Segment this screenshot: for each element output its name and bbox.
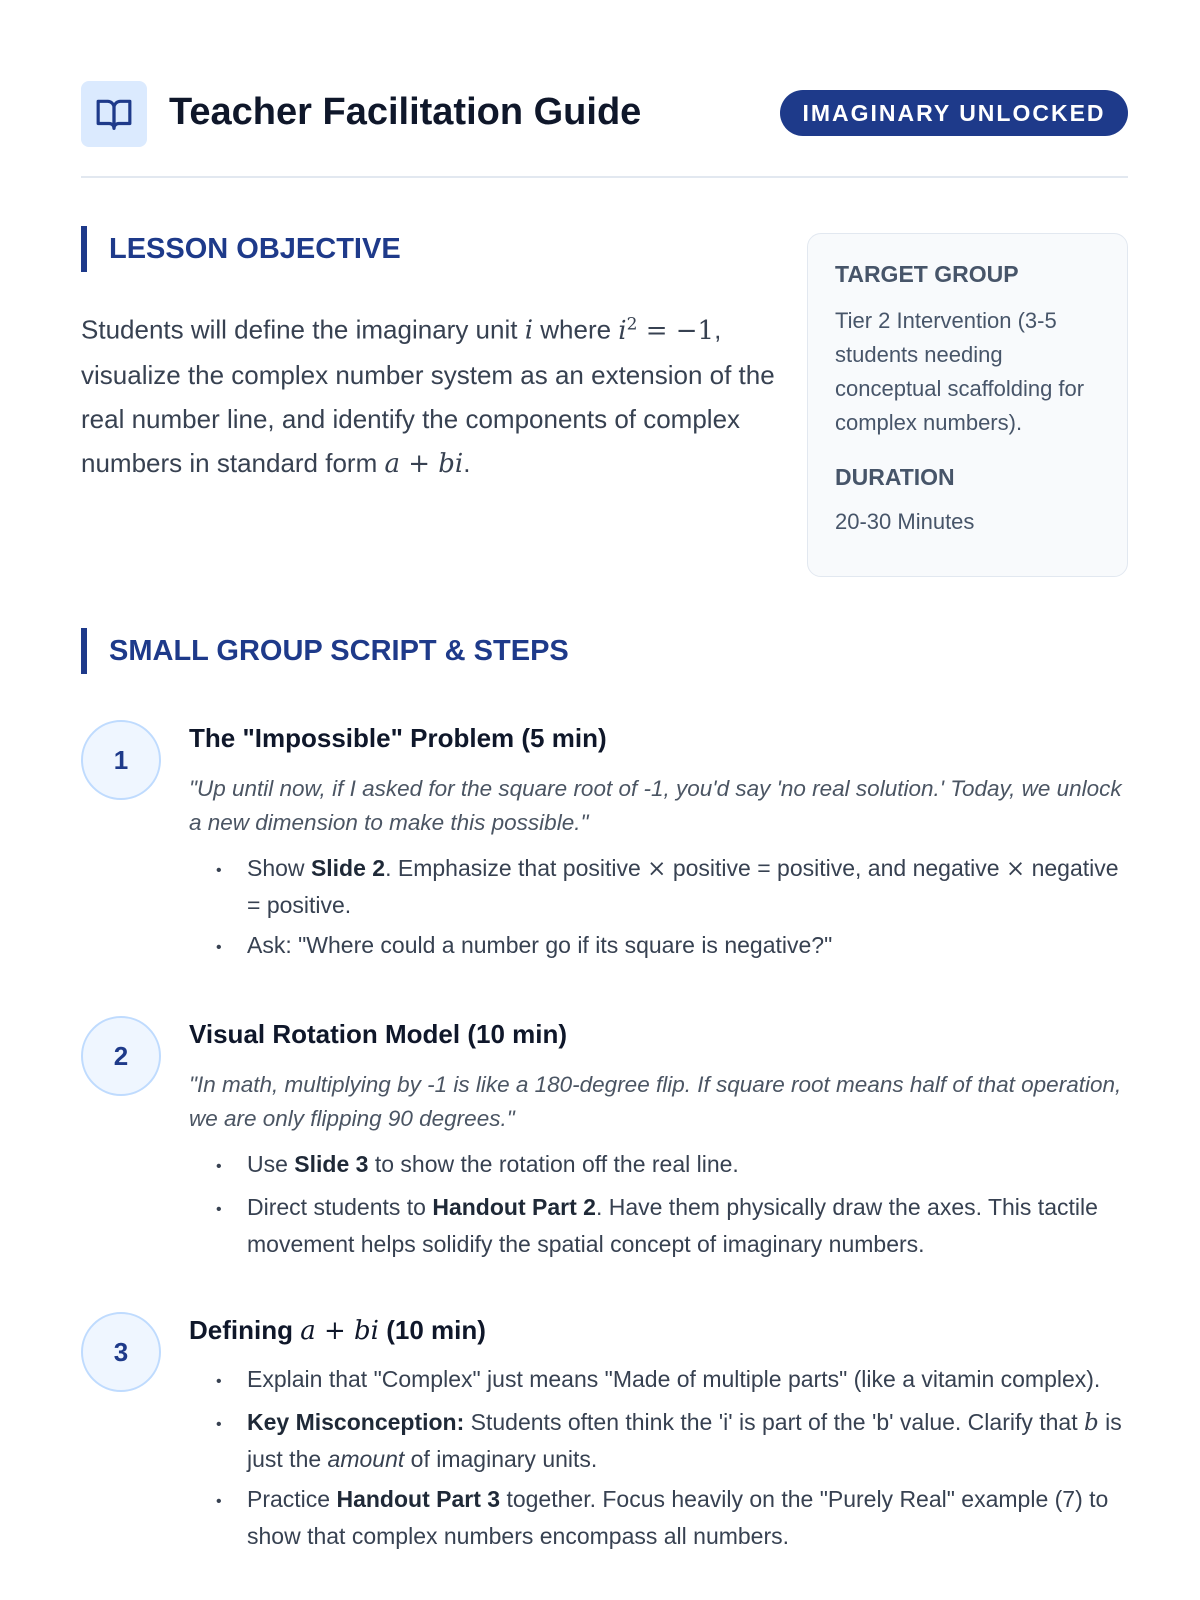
math-i: i: [524, 315, 534, 346]
title-text: (10 min): [379, 1315, 486, 1345]
bullet-text: is just the: [247, 1409, 1122, 1472]
list-item: [216, 1147, 1128, 1184]
unit-badge: IMAGINARY UNLOCKED: [780, 90, 1128, 136]
duration-label: DURATION: [835, 464, 955, 490]
step-number: 1: [81, 720, 161, 800]
times-symbol: ×: [647, 856, 667, 882]
step-number: 2: [81, 1016, 161, 1096]
step-bullet-list: [189, 1147, 1128, 1261]
bullet-emphasis: Slide 2: [310, 855, 386, 881]
logo-badge: [81, 81, 147, 147]
lesson-info-card: [807, 233, 1128, 577]
list-item: [216, 1405, 1128, 1476]
step-title: Visual Rotation Model (10 min): [189, 1019, 568, 1049]
math-i-squared: [618, 316, 714, 346]
bullet-icon: •: [216, 1493, 222, 1510]
math-standard-form: a + bi: [384, 448, 464, 479]
bullet-text: Explain that "Complex" just means "Made of multiple parts" (like a vitamin complex).: [247, 1366, 1101, 1392]
objective-text-part: where: [533, 314, 619, 345]
list-item: [216, 1190, 1128, 1261]
list-item: [216, 851, 1128, 922]
step-body: [189, 1016, 1128, 1267]
bullet-icon: •: [216, 1201, 222, 1218]
bullet-text: negative = positive.: [247, 855, 1119, 918]
list-item: [216, 1362, 1128, 1399]
lesson-objective-text: [81, 302, 781, 486]
bullet-icon: •: [216, 1416, 222, 1433]
math-base: i: [618, 315, 627, 346]
bullet-text: Show: [247, 855, 311, 881]
duration-text: 20-30 Minutes: [835, 509, 975, 534]
bullet-emphasis: Slide 3: [294, 1151, 369, 1177]
bullet-emphasis: Key Misconception:: [247, 1409, 465, 1435]
bullet-text: together. Focus heavily on the "Purely Real" example (7) to show that complex numbers encompass all numbers.: [247, 1486, 1109, 1549]
bullet-text: . Emphasize that positive: [385, 855, 648, 881]
times-symbol: ×: [1005, 856, 1026, 882]
step-bullet-list: [189, 1362, 1128, 1553]
objective-text-part: , visualize the complex number system as an extension of the real number line, and identify the components of complex numbers in standard form: [81, 314, 775, 478]
bullet-icon: •: [216, 1158, 222, 1175]
step-body: [189, 720, 1128, 971]
math-exponent: 2: [626, 314, 638, 334]
bullet-text: positive = positive, and negative: [666, 855, 1006, 881]
target-group-text: Tier 2 Intervention (3-5 students needing conceptual scaffolding for complex numbers).: [835, 308, 1085, 435]
objective-text-part: .: [463, 447, 471, 478]
bullet-italic: amount: [327, 1446, 405, 1472]
bullet-text: of imaginary units.: [404, 1446, 598, 1472]
lesson-objective-heading: LESSON OBJECTIVE: [81, 226, 401, 272]
bullet-icon: •: [216, 1373, 222, 1390]
bullet-icon: •: [216, 939, 222, 956]
step-bullet-list: [189, 851, 1128, 965]
bullet-text: Students often think the 'i' is part of the 'b' value. Clarify that: [464, 1409, 1084, 1435]
math-b: b: [1084, 1410, 1099, 1436]
bullet-text: Practice: [247, 1486, 337, 1512]
bullet-text: Ask: "Where could a number go if its square is negative?": [247, 932, 833, 958]
target-group-label: TARGET GROUP: [835, 261, 1019, 287]
list-item: [216, 928, 1128, 965]
bullet-icon: •: [216, 862, 222, 879]
bullet-text: to show the rotation off the real line.: [368, 1151, 739, 1177]
script-heading: SMALL GROUP SCRIPT & STEPS: [81, 628, 569, 674]
bullet-emphasis: Handout Part 3: [336, 1486, 501, 1512]
math-rest: = −1: [637, 315, 715, 346]
math-standard-form: a + bi: [300, 1316, 379, 1346]
bullet-text: Direct students to: [247, 1194, 433, 1220]
page-title: Teacher Facilitation Guide: [169, 91, 642, 133]
bullet-emphasis: Handout Part 2: [432, 1194, 596, 1220]
step-script-quote: "In math, multiplying by -1 is like a 180-degree flip. If square root means half of that operation, we are only flipping 90 degrees.": [189, 1072, 1122, 1131]
bullet-text: . Have them physically draw the axes. This tactile movement helps solidify the spatial concept of imaginary numbers.: [247, 1194, 1098, 1257]
list-item: [216, 1482, 1128, 1553]
title-text: Defining: [189, 1315, 301, 1345]
step-body: [189, 1312, 1128, 1559]
step-number: 3: [81, 1312, 161, 1392]
book-open-icon: [95, 95, 133, 133]
objective-text-part: Students will define the imaginary unit: [81, 314, 525, 345]
step-title: The "Impossible" Problem (5 min): [189, 723, 607, 753]
step-title: [189, 1311, 1128, 1349]
page-header: [81, 81, 1128, 178]
bullet-text: Use: [247, 1151, 295, 1177]
step-script-quote: "Up until now, if I asked for the square root of -1, you'd say 'no real solution.' Today, we unlock a new dimension to make this possible.": [189, 776, 1122, 835]
